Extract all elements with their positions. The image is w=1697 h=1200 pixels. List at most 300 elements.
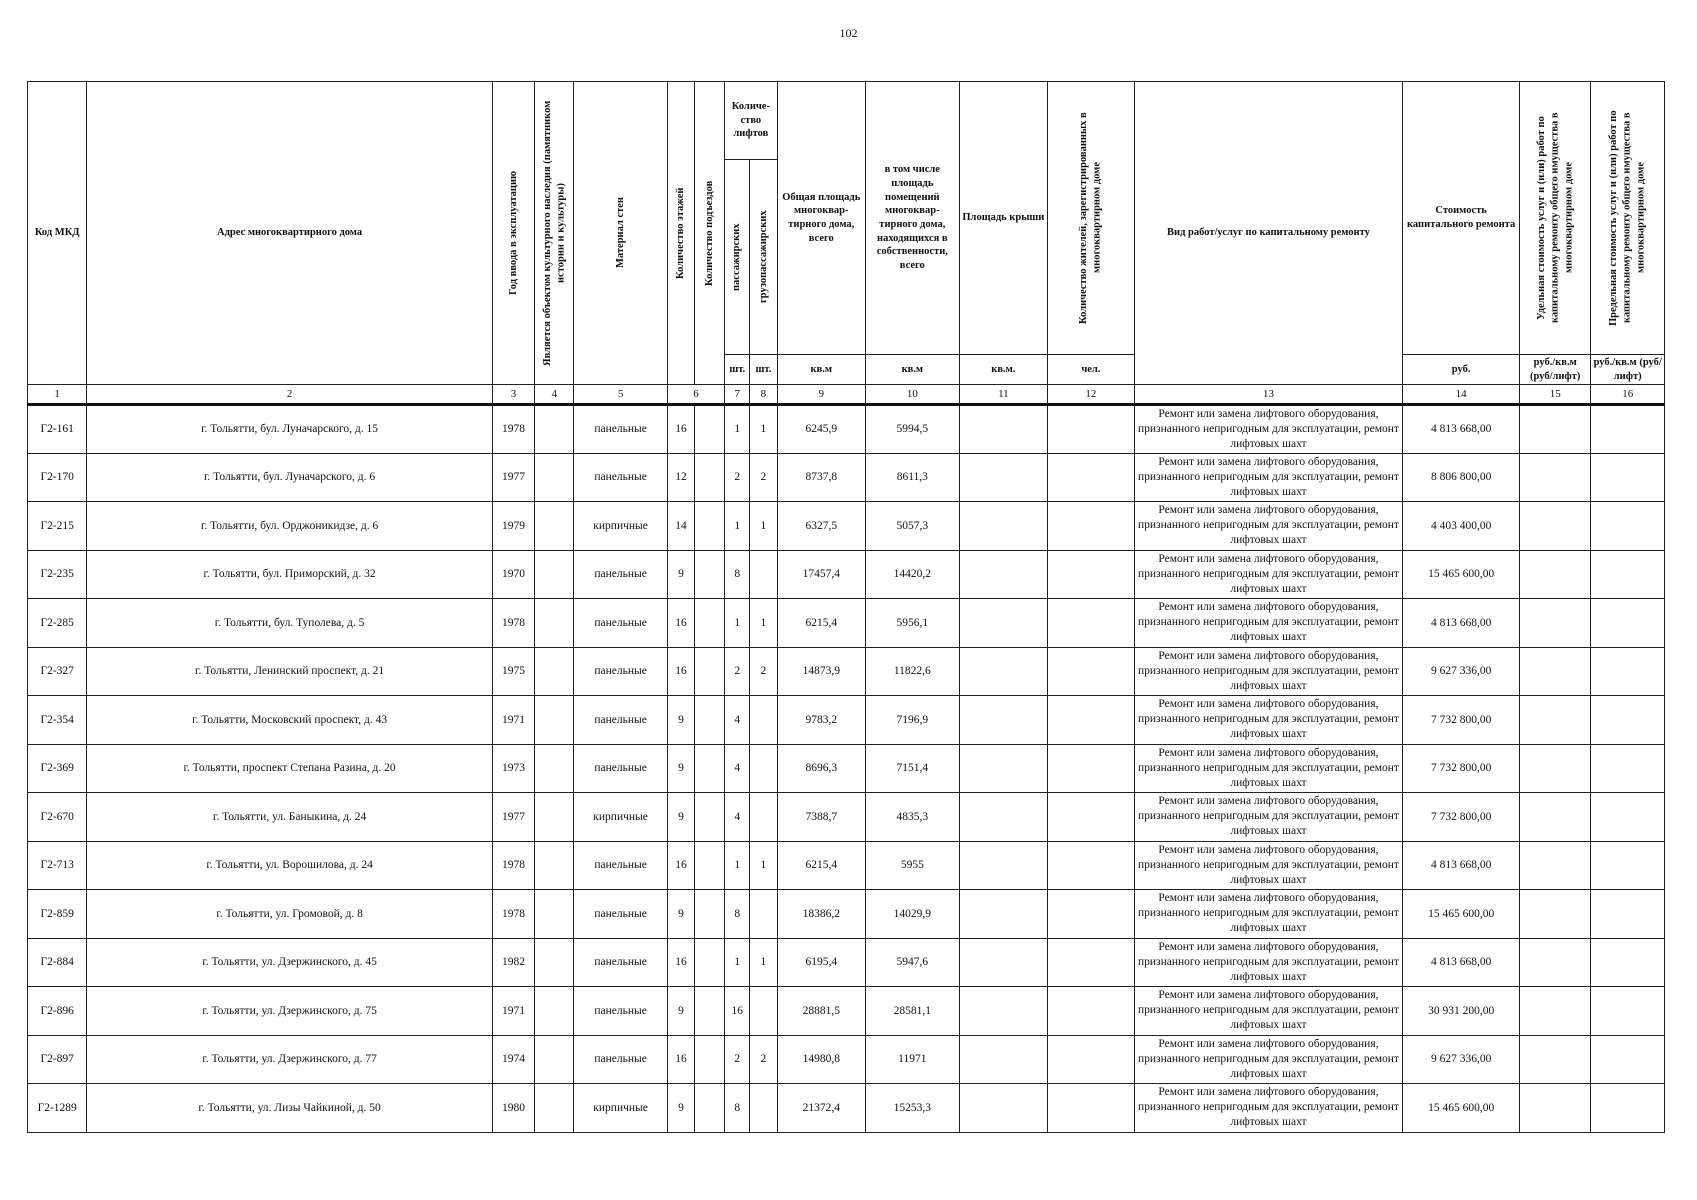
cell-floors: 9 [667,1084,694,1133]
cell-max-cost [1591,502,1665,551]
cell-cost: 4 813 668,00 [1403,405,1520,454]
cell-total-area: 7388,7 [777,793,866,842]
cell-unit-cost [1519,1084,1590,1133]
cell-material: панельные [574,550,668,599]
cell-code: Г2-215 [28,502,87,551]
cell-code: Г2-285 [28,599,87,648]
cell-code: Г2-170 [28,453,87,502]
cell-code: Г2-161 [28,405,87,454]
cell-material: панельные [574,987,668,1036]
cell-freight-elevators: 2 [750,647,777,696]
cell-total-area: 6215,4 [777,599,866,648]
cell-owned-area: 5955 [866,841,960,890]
cell-roof-area [959,599,1048,648]
cell-freight-elevators: 1 [750,405,777,454]
cell-floors: 16 [667,405,694,454]
cell-freight-elevators [750,793,777,842]
cell-work-type: Ремонт или замена лифтового оборудования, признанного непригодным для эксплуатации, ремонт лифтовых шахт [1134,405,1403,454]
cell-passenger-elevators: 1 [725,841,750,890]
header-entrances-text: Количество подъездов [703,180,715,286]
cell-max-cost [1591,793,1665,842]
cell-total-area: 6327,5 [777,502,866,551]
cell-heritage [535,987,574,1036]
column-number-11: 11 [959,385,1048,405]
cell-heritage [535,1084,574,1133]
cell-total-area: 6195,4 [777,938,866,987]
cell-entrances [695,987,725,1036]
cell-passenger-elevators: 8 [725,550,750,599]
page-number: 102 [839,26,858,40]
cell-unit-cost [1519,453,1590,502]
cell-roof-area [959,987,1048,1036]
cell-floors: 9 [667,793,694,842]
cell-floors: 16 [667,841,694,890]
column-number-14: 14 [1403,385,1520,405]
header-wall-material-text: Материал стен [614,197,626,269]
cell-year: 1978 [492,841,534,890]
cell-heritage [535,1035,574,1084]
header-max-cost [1591,82,1665,355]
cell-freight-elevators: 2 [750,1035,777,1084]
cell-year: 1977 [492,793,534,842]
cell-work-type: Ремонт или замена лифтового оборудования, признанного непригодным для эксплуатации, ремонт лифтовых шахт [1134,502,1403,551]
cell-passenger-elevators: 4 [725,793,750,842]
cell-owned-area: 14029,9 [866,890,960,939]
header-floors [667,82,694,385]
cell-unit-cost [1519,890,1590,939]
cell-roof-area [959,502,1048,551]
cell-work-type: Ремонт или замена лифтового оборудования, признанного непригодным для эксплуатации, ремонт лифтовых шахт [1134,890,1403,939]
cell-floors: 14 [667,502,694,551]
cell-work-type: Ремонт или замена лифтового оборудования, признанного непригодным для эксплуатации, ремонт лифтовых шахт [1134,987,1403,1036]
cell-year: 1982 [492,938,534,987]
column-number-13: 13 [1134,385,1403,405]
cell-material: панельные [574,841,668,890]
cell-year: 1970 [492,550,534,599]
cell-code: Г2-670 [28,793,87,842]
cell-unit-cost [1519,599,1590,648]
cell-max-cost [1591,841,1665,890]
cell-roof-area [959,647,1048,696]
cell-residents [1048,793,1135,842]
cell-floors: 16 [667,938,694,987]
header-roof-area: Площадь крыши [959,82,1048,355]
cell-address: г. Тольятти, Московский проспект, д. 43 [87,696,492,745]
unit-owned-area: кв.м [866,355,960,385]
cell-freight-elevators [750,890,777,939]
cell-total-area: 8696,3 [777,744,866,793]
cell-cost: 7 732 800,00 [1403,696,1520,745]
cell-passenger-elevators: 16 [725,987,750,1036]
cell-floors: 9 [667,987,694,1036]
cell-address: г. Тольятти, ул. Баныкина, д. 24 [87,793,492,842]
cell-entrances [695,938,725,987]
cell-owned-area: 15253,3 [866,1084,960,1133]
cell-residents [1048,890,1135,939]
header-wall-material [574,82,668,385]
cell-heritage [535,502,574,551]
cell-entrances [695,599,725,648]
cell-roof-area [959,1035,1048,1084]
cell-year: 1978 [492,890,534,939]
cell-freight-elevators [750,744,777,793]
cell-year: 1979 [492,502,534,551]
cell-year: 1978 [492,405,534,454]
cell-owned-area: 5956,1 [866,599,960,648]
capital-repair-table [27,81,1665,1133]
cell-work-type: Ремонт или замена лифтового оборудования, признанного непригодным для эксплуатации, ремонт лифтовых шахт [1134,647,1403,696]
cell-passenger-elevators: 8 [725,1084,750,1133]
cell-cost: 7 732 800,00 [1403,744,1520,793]
cell-heritage [535,793,574,842]
cell-roof-area [959,550,1048,599]
column-number-6: 6 [667,385,724,405]
cell-unit-cost [1519,841,1590,890]
table-row [28,550,1665,599]
header-heritage-text: Является объектом культурного наследия (памятником истории и культуры) [541,100,567,366]
cell-residents [1048,453,1135,502]
table-row [28,1035,1665,1084]
cell-heritage [535,550,574,599]
cell-freight-elevators [750,1084,777,1133]
cell-total-area: 21372,4 [777,1084,866,1133]
table-row [28,890,1665,939]
cell-floors: 12 [667,453,694,502]
column-number-16: 16 [1591,385,1665,405]
cell-material: панельные [574,453,668,502]
cell-passenger-elevators: 1 [725,938,750,987]
cell-address: г. Тольятти, проспект Степана Разина, д. 20 [87,744,492,793]
cell-cost: 4 813 668,00 [1403,841,1520,890]
cell-entrances [695,502,725,551]
cell-residents [1048,647,1135,696]
cell-passenger-elevators: 2 [725,647,750,696]
cell-unit-cost [1519,696,1590,745]
column-number-2: 2 [87,385,492,405]
cell-material: панельные [574,647,668,696]
cell-work-type: Ремонт или замена лифтового оборудования, признанного непригодным для эксплуатации, ремонт лифтовых шахт [1134,599,1403,648]
cell-material: кирпичные [574,1084,668,1133]
cell-year: 1978 [492,599,534,648]
cell-entrances [695,453,725,502]
cell-material: панельные [574,744,668,793]
cell-floors: 9 [667,550,694,599]
cell-roof-area [959,405,1048,454]
cell-roof-area [959,453,1048,502]
cell-max-cost [1591,890,1665,939]
cell-cost: 4 813 668,00 [1403,599,1520,648]
cell-cost: 30 931 200,00 [1403,987,1520,1036]
cell-entrances [695,647,725,696]
cell-passenger-elevators: 1 [725,502,750,551]
cell-heritage [535,453,574,502]
cell-cost: 4 403 400,00 [1403,502,1520,551]
cell-year: 1977 [492,453,534,502]
table-body [28,405,1665,1133]
table-row [28,1084,1665,1133]
table-row [28,696,1665,745]
header-max-cost-text: Предельная стоимость услуг и (или) работ по капитальному ремонту общего имущества в многоквартирном доме [1608,110,1647,326]
cell-address: г. Тольятти, бул. Туполева, д. 5 [87,599,492,648]
cell-passenger-elevators: 1 [725,405,750,454]
header-work-type: Вид работ/услуг по капитальному ремонту [1134,82,1403,385]
cell-owned-area: 7196,9 [866,696,960,745]
column-number-10: 10 [866,385,960,405]
cell-year: 1975 [492,647,534,696]
cell-heritage [535,696,574,745]
cell-material: панельные [574,890,668,939]
cell-entrances [695,696,725,745]
cell-material: панельные [574,1035,668,1084]
unit-residents: чел. [1048,355,1135,385]
unit-roof-area: кв.м. [959,355,1048,385]
unit-total-area: кв.м [777,355,866,385]
cell-address: г. Тольятти, бул. Луначарского, д. 15 [87,405,492,454]
cell-material: панельные [574,696,668,745]
cell-passenger-elevators: 4 [725,696,750,745]
cell-total-area: 9783,2 [777,696,866,745]
unit-max-cost: руб./кв.м (руб/лифт) [1591,355,1665,385]
cell-passenger-elevators: 2 [725,453,750,502]
header-freight [750,160,777,355]
cell-code: Г2-1289 [28,1084,87,1133]
cell-entrances [695,890,725,939]
cell-residents [1048,987,1135,1036]
cell-unit-cost [1519,405,1590,454]
cell-total-area: 14980,8 [777,1035,866,1084]
cell-work-type: Ремонт или замена лифтового оборудования, признанного непригодным для эксплуатации, ремонт лифтовых шахт [1134,696,1403,745]
cell-unit-cost [1519,987,1590,1036]
cell-max-cost [1591,1084,1665,1133]
header-total-area: Общая площадь многоквар-тирного дома, всего [777,82,866,355]
cell-address: г. Тольятти, ул. Дзержинского, д. 77 [87,1035,492,1084]
table-row [28,599,1665,648]
cell-cost: 9 627 336,00 [1403,1035,1520,1084]
cell-code: Г2-713 [28,841,87,890]
header-residents-text: Количество жителей, зарегистрированных в многоквартирном доме [1078,112,1103,324]
cell-max-cost [1591,405,1665,454]
cell-unit-cost [1519,793,1590,842]
cell-residents [1048,405,1135,454]
cell-floors: 16 [667,599,694,648]
table-header [28,82,1665,405]
cell-cost: 15 465 600,00 [1403,1084,1520,1133]
cell-max-cost [1591,696,1665,745]
cell-address: г. Тольятти, ул. Дзержинского, д. 75 [87,987,492,1036]
cell-owned-area: 11822,6 [866,647,960,696]
cell-passenger-elevators: 8 [725,890,750,939]
column-number-7: 7 [725,385,750,405]
cell-freight-elevators: 1 [750,502,777,551]
cell-code: Г2-235 [28,550,87,599]
cell-year: 1974 [492,1035,534,1084]
cell-owned-area: 11971 [866,1035,960,1084]
header-heritage [535,82,574,385]
column-number-15: 15 [1519,385,1590,405]
cell-total-area: 18386,2 [777,890,866,939]
cell-max-cost [1591,1035,1665,1084]
header-address: Адрес многоквартирного дома [87,82,492,385]
cell-freight-elevators: 1 [750,938,777,987]
header-entrances [695,82,725,385]
cell-heritage [535,841,574,890]
header-freight-text: грузопассажирских [757,210,769,304]
cell-passenger-elevators: 4 [725,744,750,793]
cell-total-area: 8737,8 [777,453,866,502]
cell-passenger-elevators: 2 [725,1035,750,1084]
cell-material: кирпичные [574,502,668,551]
cell-owned-area: 5057,3 [866,502,960,551]
cell-code: Г2-884 [28,938,87,987]
cell-max-cost [1591,987,1665,1036]
table-row [28,987,1665,1036]
cell-work-type: Ремонт или замена лифтового оборудования, признанного непригодным для эксплуатации, ремонт лифтовых шахт [1134,550,1403,599]
column-number-9: 9 [777,385,866,405]
cell-material: кирпичные [574,793,668,842]
cell-entrances [695,841,725,890]
table-row [28,502,1665,551]
cell-residents [1048,841,1135,890]
cell-material: панельные [574,599,668,648]
cell-unit-cost [1519,938,1590,987]
cell-address: г. Тольятти, бул. Луначарского, д. 6 [87,453,492,502]
cell-address: г. Тольятти, ул. Громовой, д. 8 [87,890,492,939]
cell-roof-area [959,841,1048,890]
cell-residents [1048,550,1135,599]
table-row [28,841,1665,890]
header-code: Код МКД [28,82,87,385]
unit-cost: руб. [1403,355,1520,385]
cell-material: панельные [574,938,668,987]
cell-entrances [695,405,725,454]
cell-total-area: 6215,4 [777,841,866,890]
unit-pcs-freight: шт. [750,355,777,385]
cell-entrances [695,550,725,599]
cell-unit-cost [1519,1035,1590,1084]
cell-floors: 9 [667,744,694,793]
header-elevators: Количе-ство лифтов [725,82,777,160]
cell-address: г. Тольятти, бул. Приморский, д. 32 [87,550,492,599]
cell-max-cost [1591,599,1665,648]
cell-year: 1971 [492,696,534,745]
column-number-1: 1 [28,385,87,405]
cell-owned-area: 28581,1 [866,987,960,1036]
cell-residents [1048,696,1135,745]
cell-entrances [695,744,725,793]
cell-roof-area [959,938,1048,987]
cell-residents [1048,1084,1135,1133]
cell-work-type: Ремонт или замена лифтового оборудования, признанного непригодным для эксплуатации, ремонт лифтовых шахт [1134,793,1403,842]
cell-work-type: Ремонт или замена лифтового оборудования, признанного непригодным для эксплуатации, ремонт лифтовых шахт [1134,1035,1403,1084]
cell-freight-elevators [750,987,777,1036]
cell-owned-area: 4835,3 [866,793,960,842]
cell-code: Г2-369 [28,744,87,793]
cell-total-area: 17457,4 [777,550,866,599]
table-row [28,453,1665,502]
cell-heritage [535,744,574,793]
cell-address: г. Тольятти, бул. Орджоникидзе, д. 6 [87,502,492,551]
cell-heritage [535,599,574,648]
cell-floors: 9 [667,696,694,745]
column-number-8: 8 [750,385,777,405]
cell-cost: 4 813 668,00 [1403,938,1520,987]
cell-cost: 15 465 600,00 [1403,890,1520,939]
cell-unit-cost [1519,744,1590,793]
cell-entrances [695,793,725,842]
cell-entrances [695,1035,725,1084]
cell-total-area: 6245,9 [777,405,866,454]
cell-freight-elevators [750,550,777,599]
cell-residents [1048,599,1135,648]
cell-floors: 9 [667,890,694,939]
table-row [28,744,1665,793]
cell-max-cost [1591,744,1665,793]
cell-cost: 8 806 800,00 [1403,453,1520,502]
cell-owned-area: 7151,4 [866,744,960,793]
header-cost: Стоимость капитального ремонта [1403,82,1520,355]
unit-pcs-passenger: шт. [725,355,750,385]
cell-roof-area [959,744,1048,793]
header-unit-cost-text: Удельная стоимость услуг и (или) работ по капитальному ремонту общего имущества в многоквартирном доме [1535,112,1575,324]
cell-cost: 9 627 336,00 [1403,647,1520,696]
cell-freight-elevators: 1 [750,841,777,890]
cell-total-area: 28881,5 [777,987,866,1036]
cell-roof-area [959,793,1048,842]
table-row [28,405,1665,454]
cell-heritage [535,405,574,454]
cell-code: Г2-896 [28,987,87,1036]
cell-residents [1048,744,1135,793]
cell-owned-area: 5947,6 [866,938,960,987]
cell-address: г. Тольятти, ул. Дзержинского, д. 45 [87,938,492,987]
cell-year: 1971 [492,987,534,1036]
cell-owned-area: 8611,3 [866,453,960,502]
cell-unit-cost [1519,502,1590,551]
header-year [492,82,534,385]
cell-code: Г2-327 [28,647,87,696]
cell-code: Г2-354 [28,696,87,745]
cell-cost: 15 465 600,00 [1403,550,1520,599]
cell-heritage [535,938,574,987]
header-floors-text: Количество этажей [675,187,687,279]
cell-heritage [535,890,574,939]
column-number-12: 12 [1048,385,1135,405]
table-row [28,938,1665,987]
cell-code: Г2-859 [28,890,87,939]
cell-roof-area [959,890,1048,939]
cell-roof-area [959,696,1048,745]
cell-entrances [695,1084,725,1133]
cell-roof-area [959,1084,1048,1133]
cell-floors: 16 [667,647,694,696]
cell-passenger-elevators: 1 [725,599,750,648]
cell-max-cost [1591,550,1665,599]
header-owned-area: в том числе площадь помещений многоквар-тирного дома, находящихся в собственности, всего [866,82,960,355]
cell-code: Г2-897 [28,1035,87,1084]
cell-residents [1048,938,1135,987]
cell-unit-cost [1519,550,1590,599]
cell-owned-area: 14420,2 [866,550,960,599]
header-passenger [725,160,750,355]
table-row [28,793,1665,842]
cell-freight-elevators [750,696,777,745]
cell-address: г. Тольятти, ул. Лизы Чайкиной, д. 50 [87,1084,492,1133]
unit-unit-cost: руб./кв.м (руб/лифт) [1519,355,1590,385]
header-year-text: Год ввода в эксплуатацию [507,170,519,296]
table-row [28,647,1665,696]
cell-total-area: 14873,9 [777,647,866,696]
cell-max-cost [1591,938,1665,987]
